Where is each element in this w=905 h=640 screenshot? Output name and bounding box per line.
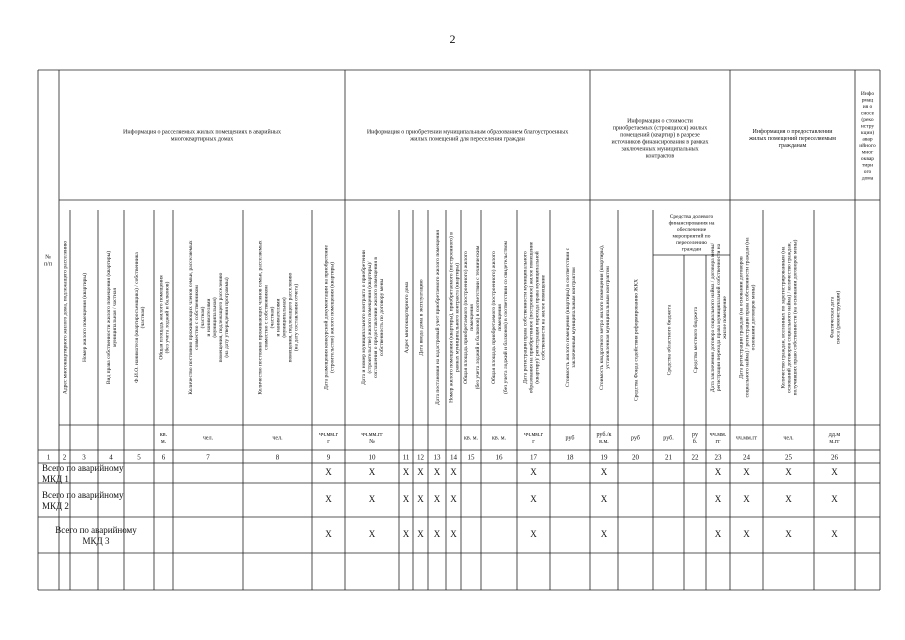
column-header-21: Средства областного бюджета bbox=[666, 304, 673, 376]
cell-mark-r2-c24: X bbox=[743, 494, 750, 504]
column-header-11: Адрес многоквартирного дома bbox=[404, 281, 410, 354]
column-unit-8: чел. bbox=[272, 435, 283, 442]
cell-mark-r3-c26: X bbox=[831, 529, 838, 539]
column-unit-23: чч.мм. гг bbox=[709, 432, 727, 445]
column-number-16: 16 bbox=[495, 453, 503, 462]
cell-mark-r1-c14: X bbox=[450, 467, 457, 477]
column-header-2: Адрес многоквартирного жилого дома, подлежащего расселению bbox=[62, 240, 69, 395]
column-header-17: Дата регистрации права собственности муниципальногообразования на приобретенное (построенное) жилое помещение(квартиру)/ регистрации перехода права муниципальнойсобственности на жилое помещение bbox=[522, 241, 547, 394]
cell-mark-r2-c17: X bbox=[530, 494, 537, 504]
column-number-8: 8 bbox=[275, 453, 280, 462]
group-header-rasselyaemye: Информация о расселяемых жилых помещениях в аварийных многоквартирных домах bbox=[123, 129, 281, 143]
column-header-22: Средства местного бюджета bbox=[693, 306, 699, 374]
cell-mark-r3-c17: X bbox=[530, 529, 537, 539]
column-header-7: Количество постоянно проживающих членов семьи, расселяемыхсовместно с собственником(частная)и нанимателями(муниципальная)помещения, подлежащего расселению(на дату утверждения программы) bbox=[188, 240, 230, 395]
cell-mark-r2-c23: X bbox=[714, 494, 722, 504]
cell-mark-r3-c25: X bbox=[785, 529, 792, 539]
group-header-predostavlenie: Информация о предоставлении жилых помещений переселяемым гражданам bbox=[749, 129, 836, 149]
column-number-6: 6 bbox=[161, 453, 166, 462]
cell-mark-r2-c10: X bbox=[368, 494, 376, 504]
column-unit-7: чел. bbox=[202, 435, 214, 442]
column-header-16: Общая площадь приобретаемого (построенного) жилогопомещения(без учета лоджий и балконов) в соответствии со свидетельством bbox=[491, 241, 509, 394]
column-number-23: 23 bbox=[714, 453, 722, 462]
column-number-26: 26 bbox=[831, 453, 838, 462]
cell-mark-r3-c14: X bbox=[450, 529, 457, 539]
cell-mark-r2-c14: X bbox=[450, 494, 457, 504]
column-number-2: 2 bbox=[62, 453, 67, 462]
cell-mark-r3-c13: X bbox=[433, 529, 441, 539]
column-header-20: Средства Фонда содействия реформированию ЖКХ bbox=[633, 279, 640, 401]
row-label-3: Всего по аварийному МКД 3 bbox=[55, 525, 137, 546]
column-unit-20: руб bbox=[631, 435, 640, 442]
cell-mark-r2-c25: X bbox=[785, 494, 792, 504]
column-unit-17: чч.мм.г г bbox=[523, 432, 544, 445]
cell-mark-r1-c17: X bbox=[530, 467, 537, 477]
column-header-14: Номер жилого помещения (квартиры), приобретаемого (построенного) врамках муниципального контракта (квартиры) bbox=[448, 232, 461, 403]
cell-mark-r1-c24: X bbox=[743, 467, 750, 477]
group-header-snos: Инфо рмац ия о сносе (реко нстру кции) авар ийного мног оквар тирн ого дома bbox=[859, 90, 876, 182]
cell-mark-r3-c19: X bbox=[600, 529, 608, 539]
column-unit-9: чч.мм.г г bbox=[318, 432, 339, 445]
column-header-5: Ф.И.О. нанимателя (квартиросъемщика) / собственника(частная) bbox=[134, 252, 146, 383]
column-unit-16: кв. м. bbox=[491, 435, 507, 442]
cell-mark-r2-c26: X bbox=[831, 494, 838, 504]
column-header-19: Стоимость квадратного метра жилого помещения (квартиры),установленная муниципальным контрактом bbox=[599, 244, 611, 391]
cell-mark-r1-c25: X bbox=[785, 467, 792, 477]
column-header-24: Дата регистрации граждан (на основании договоровсоциального найма) / регистрации права собственности граждан (наосновании договоров мены) bbox=[738, 237, 757, 398]
column-number-4: 4 bbox=[109, 453, 113, 462]
column-number-21: 21 bbox=[665, 453, 672, 462]
cell-mark-r2-c19: X bbox=[600, 494, 608, 504]
column-number-18: 18 bbox=[566, 453, 574, 462]
cell-mark-r2-c11: X bbox=[402, 494, 410, 504]
column-number-13: 13 bbox=[433, 453, 441, 462]
column-number-15: 15 bbox=[467, 453, 475, 462]
column-unit-6: кв. м. bbox=[159, 432, 168, 445]
cell-mark-r1-c12: X bbox=[417, 467, 424, 477]
subgroup-header-dolevoe: Средства долевого финансирования на обеспечение мероприятий по переселению граждан bbox=[668, 213, 715, 253]
column-number-9: 9 bbox=[326, 453, 331, 462]
column-number-1: 1 bbox=[46, 453, 51, 462]
column-number-19: 19 bbox=[600, 453, 608, 462]
column-unit-22: ру б. bbox=[692, 432, 698, 445]
cell-mark-r3-c11: X bbox=[402, 529, 410, 539]
row-label-2: Всего по аварийному МКД 2 bbox=[42, 490, 124, 511]
cell-mark-r1-c10: X bbox=[368, 467, 376, 477]
column-unit-19: руб./к в.м. bbox=[596, 432, 612, 445]
column-header-3: Номер жилого помещения (квартиры) bbox=[82, 273, 88, 362]
cell-mark-r1-c13: X bbox=[433, 467, 441, 477]
column-number-10: 10 bbox=[368, 453, 376, 462]
cell-mark-r1-c23: X bbox=[714, 467, 722, 477]
cell-mark-r1-c26: X bbox=[831, 467, 838, 477]
column-number-22: 22 bbox=[691, 453, 699, 462]
group-header-number: № п/п bbox=[43, 254, 53, 268]
column-header-9: Дата размещения конкурсной документации на приобретение(строительство) жилого помещения (квартиры) bbox=[323, 245, 336, 390]
column-number-7: 7 bbox=[206, 453, 210, 462]
column-header-8: Количество постоянно проживающих членов семьи, расселяемыхсовместно с собственником(частная)и нанимателями(муниципальная)помещения, подлежащего расселению(на дату составления отчета) bbox=[257, 240, 300, 395]
column-unit-26: дд.м м.гг bbox=[828, 432, 841, 445]
column-number-24: 24 bbox=[743, 453, 750, 462]
column-number-12: 12 bbox=[417, 453, 424, 462]
column-number-17: 17 bbox=[530, 453, 537, 462]
column-number-11: 11 bbox=[402, 453, 410, 462]
column-unit-24: чч.мм.гг bbox=[735, 435, 758, 442]
cell-mark-r2-c9: X bbox=[325, 494, 332, 504]
cell-mark-r3-c9: X bbox=[325, 529, 332, 539]
row-label-1: Всего по аварийному МКД 1 bbox=[42, 463, 124, 484]
column-number-5: 5 bbox=[137, 453, 141, 462]
cell-mark-r1-c19: X bbox=[600, 467, 608, 477]
cell-mark-r1-c9: X bbox=[325, 467, 332, 477]
column-header-18: Стоимость жилого помещения (квартиры) в соответствии сзаключенным муниципальным контрактом bbox=[565, 247, 577, 388]
column-header-23: Дата заключения договора социального найма / договора мены/регистрации перехода права муниципальной собственности нажилое помещение bbox=[710, 242, 728, 393]
column-header-13: Дата постановки на кадастровый учет приобретаемого жилого помещения bbox=[435, 230, 441, 405]
group-header-stoimost: Информация о стоимости приобретаемых (строящихся) жилых помещений (квартир) в разрезе источников финансирования в рамках заключенных муниципальных контрактов bbox=[611, 118, 709, 160]
cell-mark-r1-c11: X bbox=[402, 467, 410, 477]
column-header-25: Количество граждан, вселенных по зарегистрированным (наоснований договоров социального найма) / количество граждан,получивших право собственности (на основании договоров мены) bbox=[780, 239, 799, 396]
column-number-3: 3 bbox=[82, 453, 86, 462]
column-unit-21: руб. bbox=[663, 435, 674, 442]
column-header-10: Дата и номер муниципального контракта о приобретении(строительстве) жилого помещения (квартиры)/соглашения о предоставлении жилого помещения всобственность по договору мены bbox=[361, 250, 385, 385]
column-unit-25: чел. bbox=[783, 435, 794, 442]
cell-mark-r3-c23: X bbox=[714, 529, 722, 539]
column-header-26: Фактическая датасноса (реконструкции) bbox=[829, 290, 842, 345]
cell-mark-r3-c12: X bbox=[417, 529, 424, 539]
group-header-priobretenie: Информация о приобретении муниципальным образованием благоустроенных жилых помещений для переселения граждан bbox=[366, 129, 569, 143]
column-unit-18: руб bbox=[565, 435, 575, 442]
column-header-6: Общая площадь жилого помещения(без учета лоджий и балконов) bbox=[158, 275, 171, 360]
cell-mark-r3-c10: X bbox=[368, 529, 376, 539]
column-number-25: 25 bbox=[785, 453, 792, 462]
cell-mark-r3-c24: X bbox=[743, 529, 750, 539]
column-header-15: Общая площадь приобретаемого (построенного) жилогопомещения(без учета лоджий и балконов) в соответствии с техническим bbox=[463, 245, 481, 390]
column-unit-10: чч.мм.гг № bbox=[361, 432, 383, 445]
column-number-20: 20 bbox=[632, 453, 639, 462]
cell-mark-r2-c12: X bbox=[417, 494, 424, 504]
column-number-14: 14 bbox=[450, 453, 457, 462]
column-header-12: Дата ввода дома в эксплуатацию bbox=[418, 279, 425, 356]
page-number: 2 bbox=[449, 32, 456, 46]
column-header-4: Вид права собственности жилого помещения (квартиры)муниципальная / частная bbox=[106, 250, 118, 385]
cell-mark-r2-c13: X bbox=[433, 494, 441, 504]
column-unit-15: кв. м. bbox=[463, 435, 479, 442]
